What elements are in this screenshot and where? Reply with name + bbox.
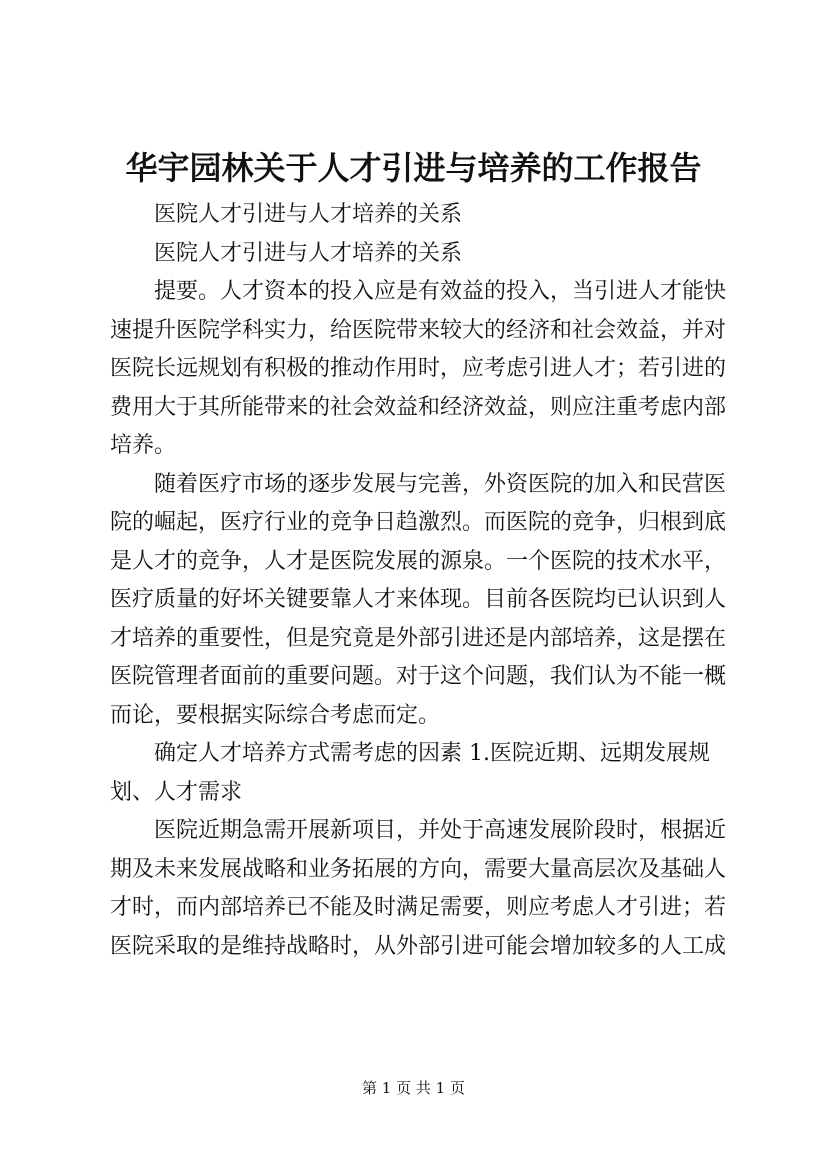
paragraph-line: 随着医疗市场的逐步发展与完善，外资医院的加入和民营医 (154, 471, 727, 497)
paragraph (110, 196, 732, 235)
paragraph-line: 医院人才引进与人才培养的关系 (154, 240, 463, 266)
paragraph (110, 812, 732, 966)
paragraph (110, 466, 732, 736)
paragraph-line: 期及未来发展战略和业务拓展的方向，需要大量高层次及基础人 (110, 856, 727, 882)
paragraph-line: 培养。 (110, 433, 177, 458)
paragraph-line: 医院近期急需开展新项目，并处于高速发展阶段时，根据近 (154, 818, 727, 843)
paragraph-line: 费用大于其所能带来的社会效益和经济效益，则应注重考虑内部 (110, 394, 727, 420)
paragraph-line: 速提升医院学科实力，给医院带来较大的经济和社会效益，并对 (110, 317, 727, 343)
document-title: 华宇园林关于人才引进与培养的工作报告 (125, 149, 702, 187)
paragraph (110, 273, 732, 466)
paragraph (110, 235, 732, 274)
paragraph-line: 医院采取的是维持战略时，从外部引进可能会增加较多的人工成 (110, 933, 727, 959)
paragraph-line: 医院长远规划有积极的推动作用时，应考虑引进人才；若引进的 (110, 356, 727, 381)
paragraph-line: 确定人才培养方式需考虑的因素 1.医院近期、远期发展规 (154, 741, 710, 766)
page-footer: 第 1 页 共 1 页 (362, 1079, 465, 1097)
paragraph-line: 医疗质量的好坏关键要靠人才来体现。目前各医院均已认识到人 (110, 587, 727, 612)
paragraph-line: 医院管理者面前的重要问题。对于这个问题，我们认为不能一概 (110, 664, 727, 689)
document-body (110, 196, 732, 966)
paragraph-line: 才培养的重要性，但是究竟是外部引进还是内部培养，这是摆在 (110, 625, 727, 651)
paragraph-line: 医院人才引进与人才培养的关系 (154, 202, 463, 227)
paragraph-line: 才时，而内部培养已不能及时满足需要，则应考虑人才引进；若 (110, 895, 727, 920)
paragraph-line: 院的崛起，医疗行业的竞争日趋激烈。而医院的竞争，归根到底 (110, 510, 727, 535)
paragraph-line: 划、人才需求 (110, 779, 243, 805)
paragraph-line: 提要。人才资本的投入应是有效益的投入，当引进人才能快 (154, 279, 727, 304)
paragraph (110, 735, 732, 812)
paragraph-line: 而论，要根据实际综合考虑而定。 (110, 702, 441, 728)
paragraph-line: 是人才的竞争，人才是医院发展的源泉。一个医院的技术水平， (110, 548, 727, 574)
